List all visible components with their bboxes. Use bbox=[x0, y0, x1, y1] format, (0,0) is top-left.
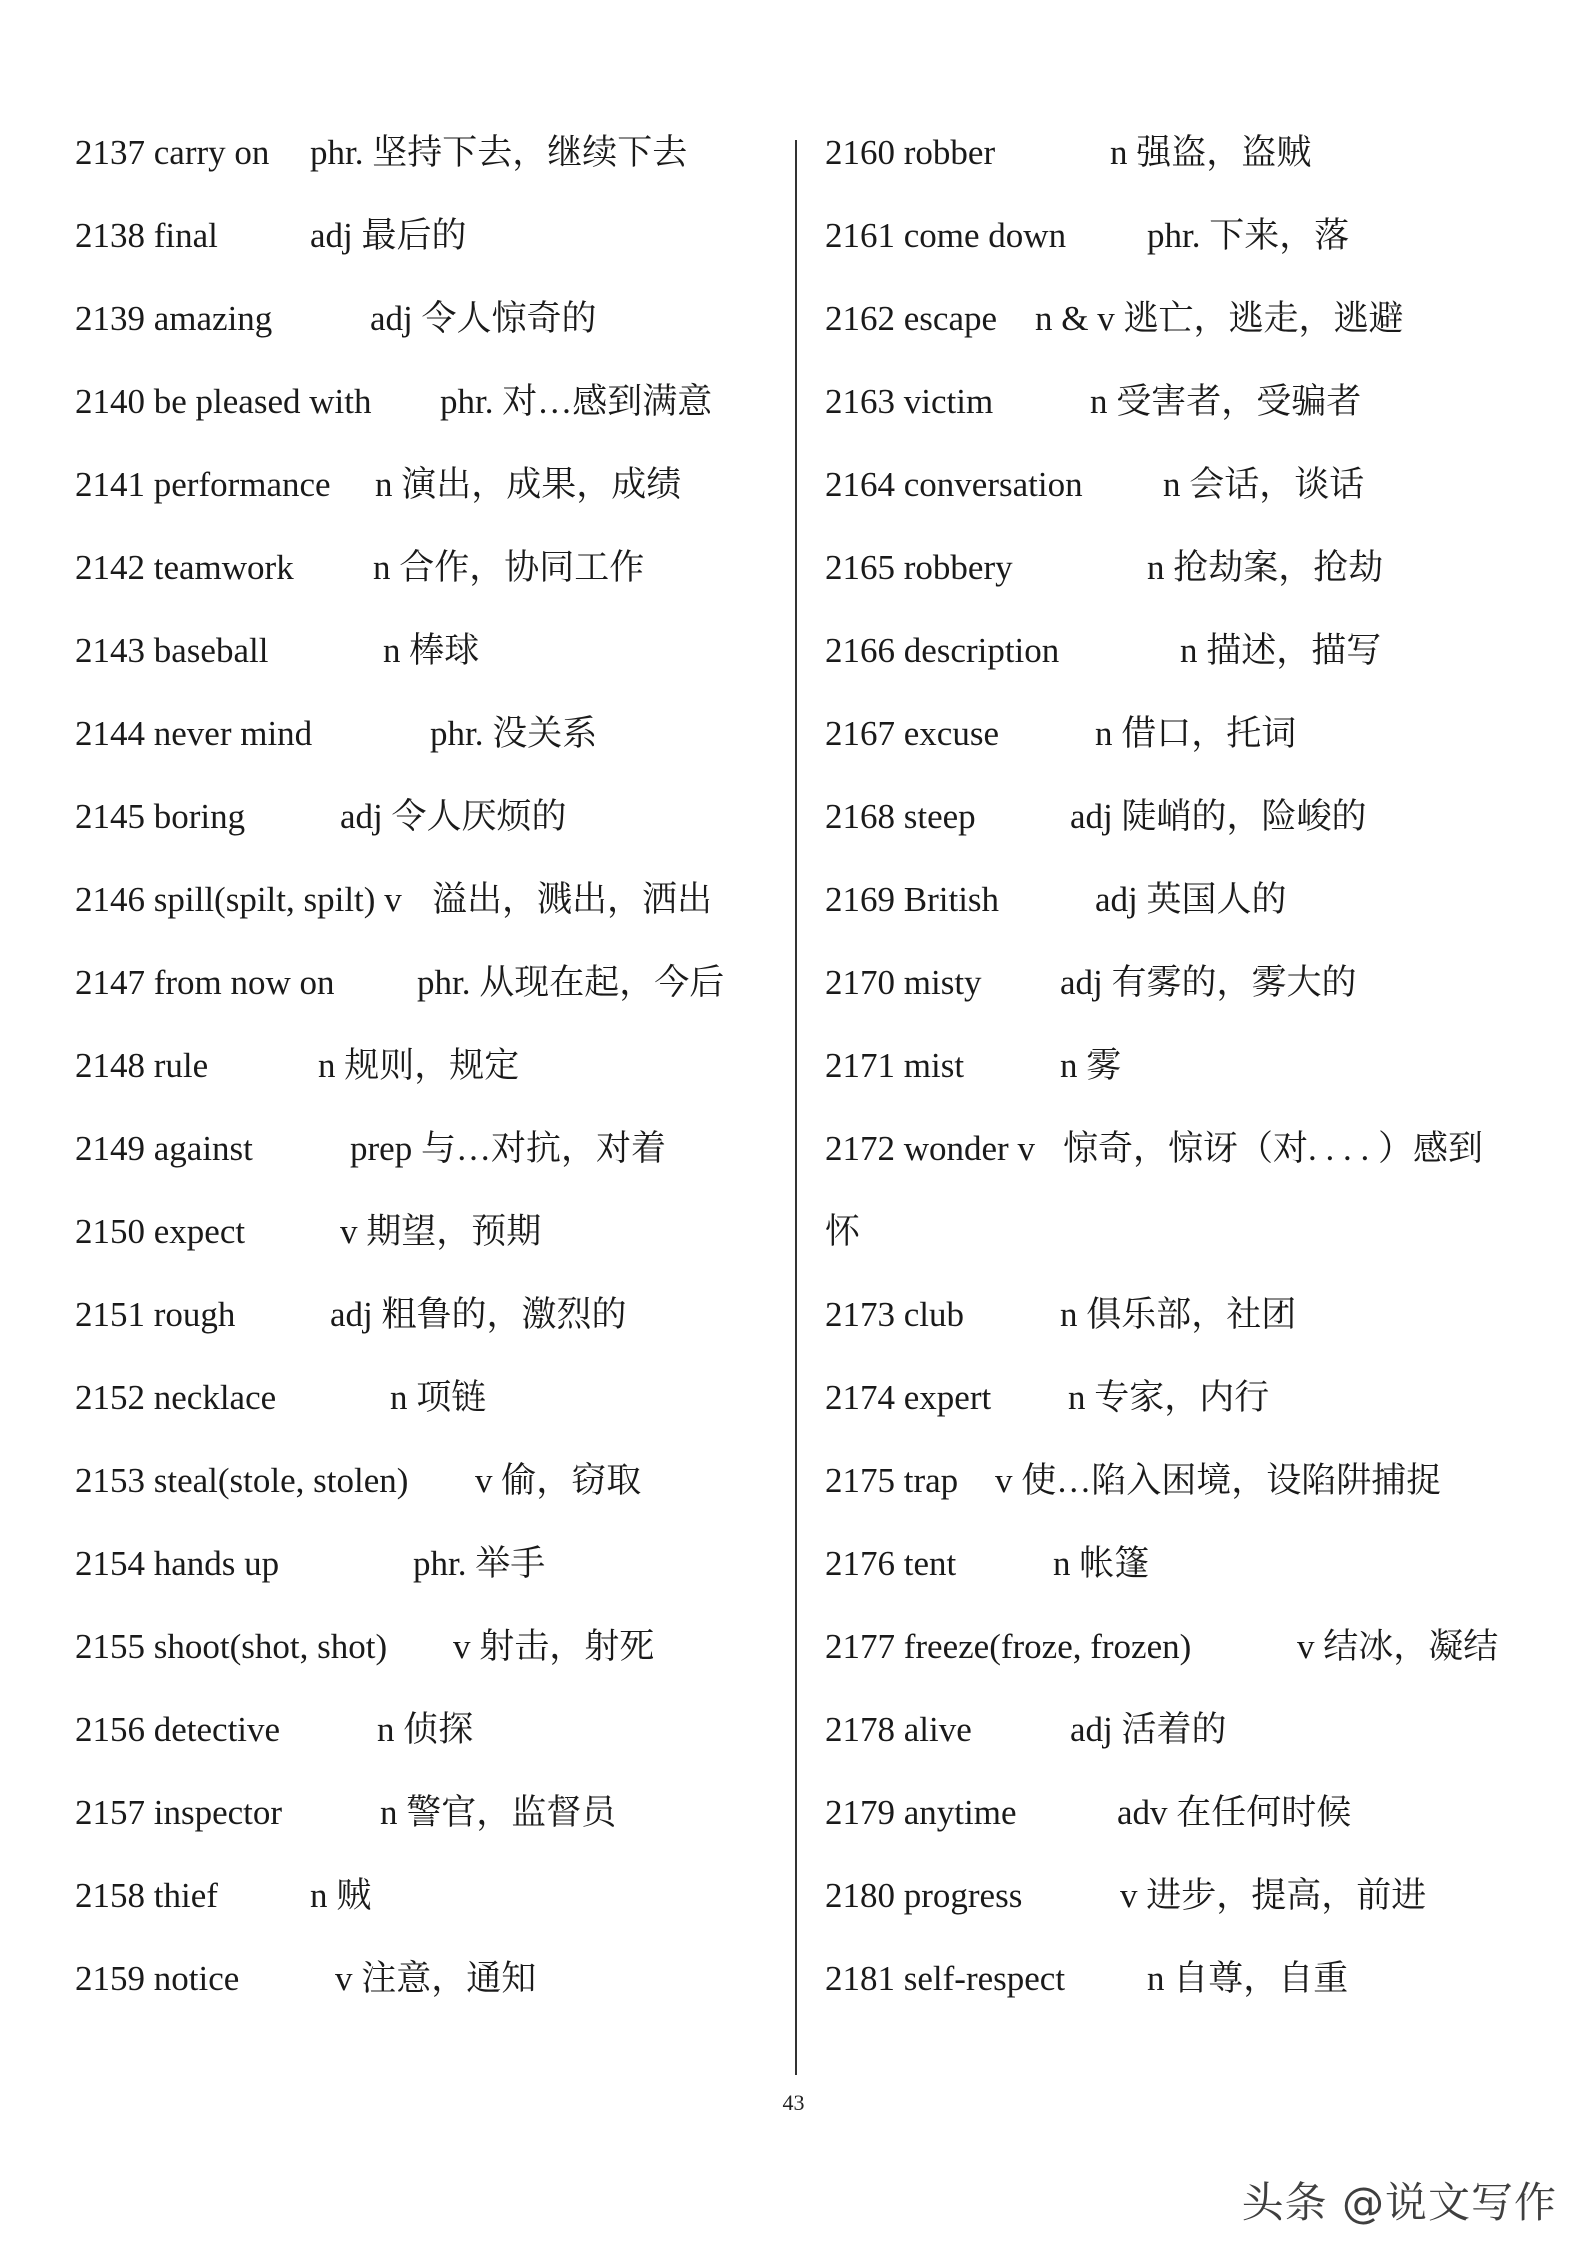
entry-meaning: 溢出，溅出，洒出 bbox=[432, 880, 713, 919]
entry-continuation: 怀 bbox=[825, 1212, 861, 1251]
entry-word: 2167 excuse bbox=[825, 714, 999, 753]
entry-meaning: phr. 下来，落 bbox=[1147, 216, 1350, 255]
entry-meaning: v 偷，窃取 bbox=[475, 1461, 642, 1500]
entry-word: 2153 steal(stole, stolen) bbox=[75, 1461, 409, 1500]
entry-meaning: adj 有雾的，雾大的 bbox=[1060, 963, 1357, 1002]
entry-word: 2147 from now on bbox=[75, 963, 335, 1002]
entry-word: 2140 be pleased with bbox=[75, 382, 372, 421]
entry-meaning: n 帐篷 bbox=[1053, 1544, 1150, 1583]
entry-word: 2180 progress bbox=[825, 1876, 1023, 1915]
entry-word: 2177 freeze(froze, frozen) bbox=[825, 1627, 1192, 1666]
entry-meaning: n 强盗，盗贼 bbox=[1110, 133, 1312, 172]
entry-meaning: n 借口，托词 bbox=[1095, 714, 1297, 753]
entry-meaning: v 期望，预期 bbox=[340, 1212, 542, 1251]
entry-meaning: n 棒球 bbox=[383, 631, 480, 670]
entry-word: 2157 inspector bbox=[75, 1793, 283, 1832]
entry-meaning: n 受害者，受骗者 bbox=[1090, 382, 1362, 421]
entry-meaning: adj 最后的 bbox=[310, 216, 467, 255]
entry-meaning: n 雾 bbox=[1060, 1046, 1122, 1085]
entry-word: 2176 tent bbox=[825, 1544, 957, 1583]
entry-word: 2165 robbery bbox=[825, 548, 1013, 587]
entry-meaning: n 侦探 bbox=[377, 1710, 474, 1749]
entry-meaning: n 专家，内行 bbox=[1068, 1378, 1270, 1417]
entry-word: 2169 British bbox=[825, 880, 1000, 919]
entry-word: 2178 alive bbox=[825, 1710, 972, 1749]
entry-word: 2142 teamwork bbox=[75, 548, 294, 587]
entry-word: 2174 expert bbox=[825, 1378, 992, 1417]
watermark: 头条 @说文写作 bbox=[1241, 2178, 1557, 2227]
entry-meaning: n 描述，描写 bbox=[1180, 631, 1382, 670]
entry-word: 2149 against bbox=[75, 1129, 253, 1168]
page-number: 43 bbox=[782, 2090, 805, 2115]
entry-meaning: v 注意，通知 bbox=[335, 1959, 537, 1998]
entry-meaning: adj 陡峭的，险峻的 bbox=[1070, 797, 1367, 836]
entry-meaning: n 项链 bbox=[390, 1378, 487, 1417]
entry-word: 2139 amazing bbox=[75, 299, 273, 338]
entry-meaning: adj 英国人的 bbox=[1095, 880, 1287, 919]
entry-meaning: prep 与…对抗，对着 bbox=[350, 1129, 666, 1168]
entry-word: 2158 thief bbox=[75, 1876, 218, 1915]
entry-word: 2154 hands up bbox=[75, 1544, 280, 1583]
entry-word: 2146 spill(spilt, spilt) v bbox=[75, 880, 402, 919]
entry-meaning: v 结冰，凝结 bbox=[1297, 1627, 1499, 1666]
entry-meaning: n 自尊，自重 bbox=[1147, 1959, 1349, 1998]
entry-word: 2162 escape bbox=[825, 299, 998, 338]
entry-word: 2166 description bbox=[825, 631, 1060, 670]
entry-word: 2181 self-respect bbox=[825, 1959, 1066, 1998]
entry-word: 2164 conversation bbox=[825, 465, 1083, 504]
entry-meaning: v 射击，射死 bbox=[453, 1627, 655, 1666]
entry-meaning: n & v 逃亡，逃走，逃避 bbox=[1035, 299, 1404, 338]
entry-meaning: n 规则，规定 bbox=[318, 1046, 520, 1085]
entry-meaning: n 演出，成果，成绩 bbox=[375, 465, 682, 504]
entry-meaning: phr. 没关系 bbox=[430, 714, 598, 753]
entry-meaning: adj 令人厌烦的 bbox=[340, 797, 567, 836]
entry-word: 2168 steep bbox=[825, 797, 976, 836]
entry-meaning: v 进步，提高，前进 bbox=[1120, 1876, 1427, 1915]
entry-word: 2152 necklace bbox=[75, 1378, 277, 1417]
entry-meaning: n 会话，谈话 bbox=[1163, 465, 1365, 504]
entry-word: 2137 carry on bbox=[75, 133, 270, 172]
entry-word: 2155 shoot(shot, shot) bbox=[75, 1627, 388, 1666]
column-divider bbox=[795, 140, 797, 2075]
entry-meaning: adj 活着的 bbox=[1070, 1710, 1227, 1749]
entry-word: 2150 expect bbox=[75, 1212, 246, 1251]
entry-meaning: n 贼 bbox=[310, 1876, 372, 1915]
entry-word: 2143 baseball bbox=[75, 631, 269, 670]
entry-word: 2138 final bbox=[75, 216, 218, 255]
entry-word: 2151 rough bbox=[75, 1295, 236, 1334]
entry-meaning: n 抢劫案，抢劫 bbox=[1147, 548, 1384, 587]
entry-word: 2161 come down bbox=[825, 216, 1067, 255]
entry-meaning: adj 令人惊奇的 bbox=[370, 299, 597, 338]
entry-word: 2145 boring bbox=[75, 797, 246, 836]
entry-word: 2148 rule bbox=[75, 1046, 209, 1085]
entry-meaning: n 合作，协同工作 bbox=[373, 548, 645, 587]
entry-meaning: n 警官，监督员 bbox=[380, 1793, 617, 1832]
entry-word: 2172 wonder v bbox=[825, 1129, 1035, 1168]
entry-word: 2156 detective bbox=[75, 1710, 281, 1749]
entry-word: 2170 misty bbox=[825, 963, 982, 1002]
entry-word: 2141 performance bbox=[75, 465, 331, 504]
entry-meaning: 惊奇，惊讶（对. . . . ）感到 bbox=[1063, 1129, 1484, 1168]
entry-word: 2163 victim bbox=[825, 382, 994, 421]
entry-meaning: phr. 举手 bbox=[413, 1544, 546, 1583]
entry-meaning: n 俱乐部，社团 bbox=[1060, 1295, 1297, 1334]
entry-word: 2160 robber bbox=[825, 133, 996, 172]
entry-meaning: phr. 对…感到满意 bbox=[440, 382, 713, 421]
entry-word: 2179 anytime bbox=[825, 1793, 1017, 1832]
entry-word: 2144 never mind bbox=[75, 714, 313, 753]
entry-meaning: phr. 坚持下去，继续下去 bbox=[310, 133, 688, 172]
entry-meaning: phr. 从现在起，今后 bbox=[417, 963, 725, 1002]
entry-word: 2171 mist bbox=[825, 1046, 965, 1085]
entry-meaning: adj 粗鲁的，激烈的 bbox=[330, 1295, 627, 1334]
entry-meaning: v 使…陷入困境，设陷阱捕捉 bbox=[995, 1461, 1442, 1500]
entry-word: 2159 notice bbox=[75, 1959, 240, 1998]
entry-meaning: adv 在任何时候 bbox=[1117, 1793, 1352, 1832]
entry-word: 2173 club bbox=[825, 1295, 965, 1334]
entry-word: 2175 trap bbox=[825, 1461, 959, 1500]
